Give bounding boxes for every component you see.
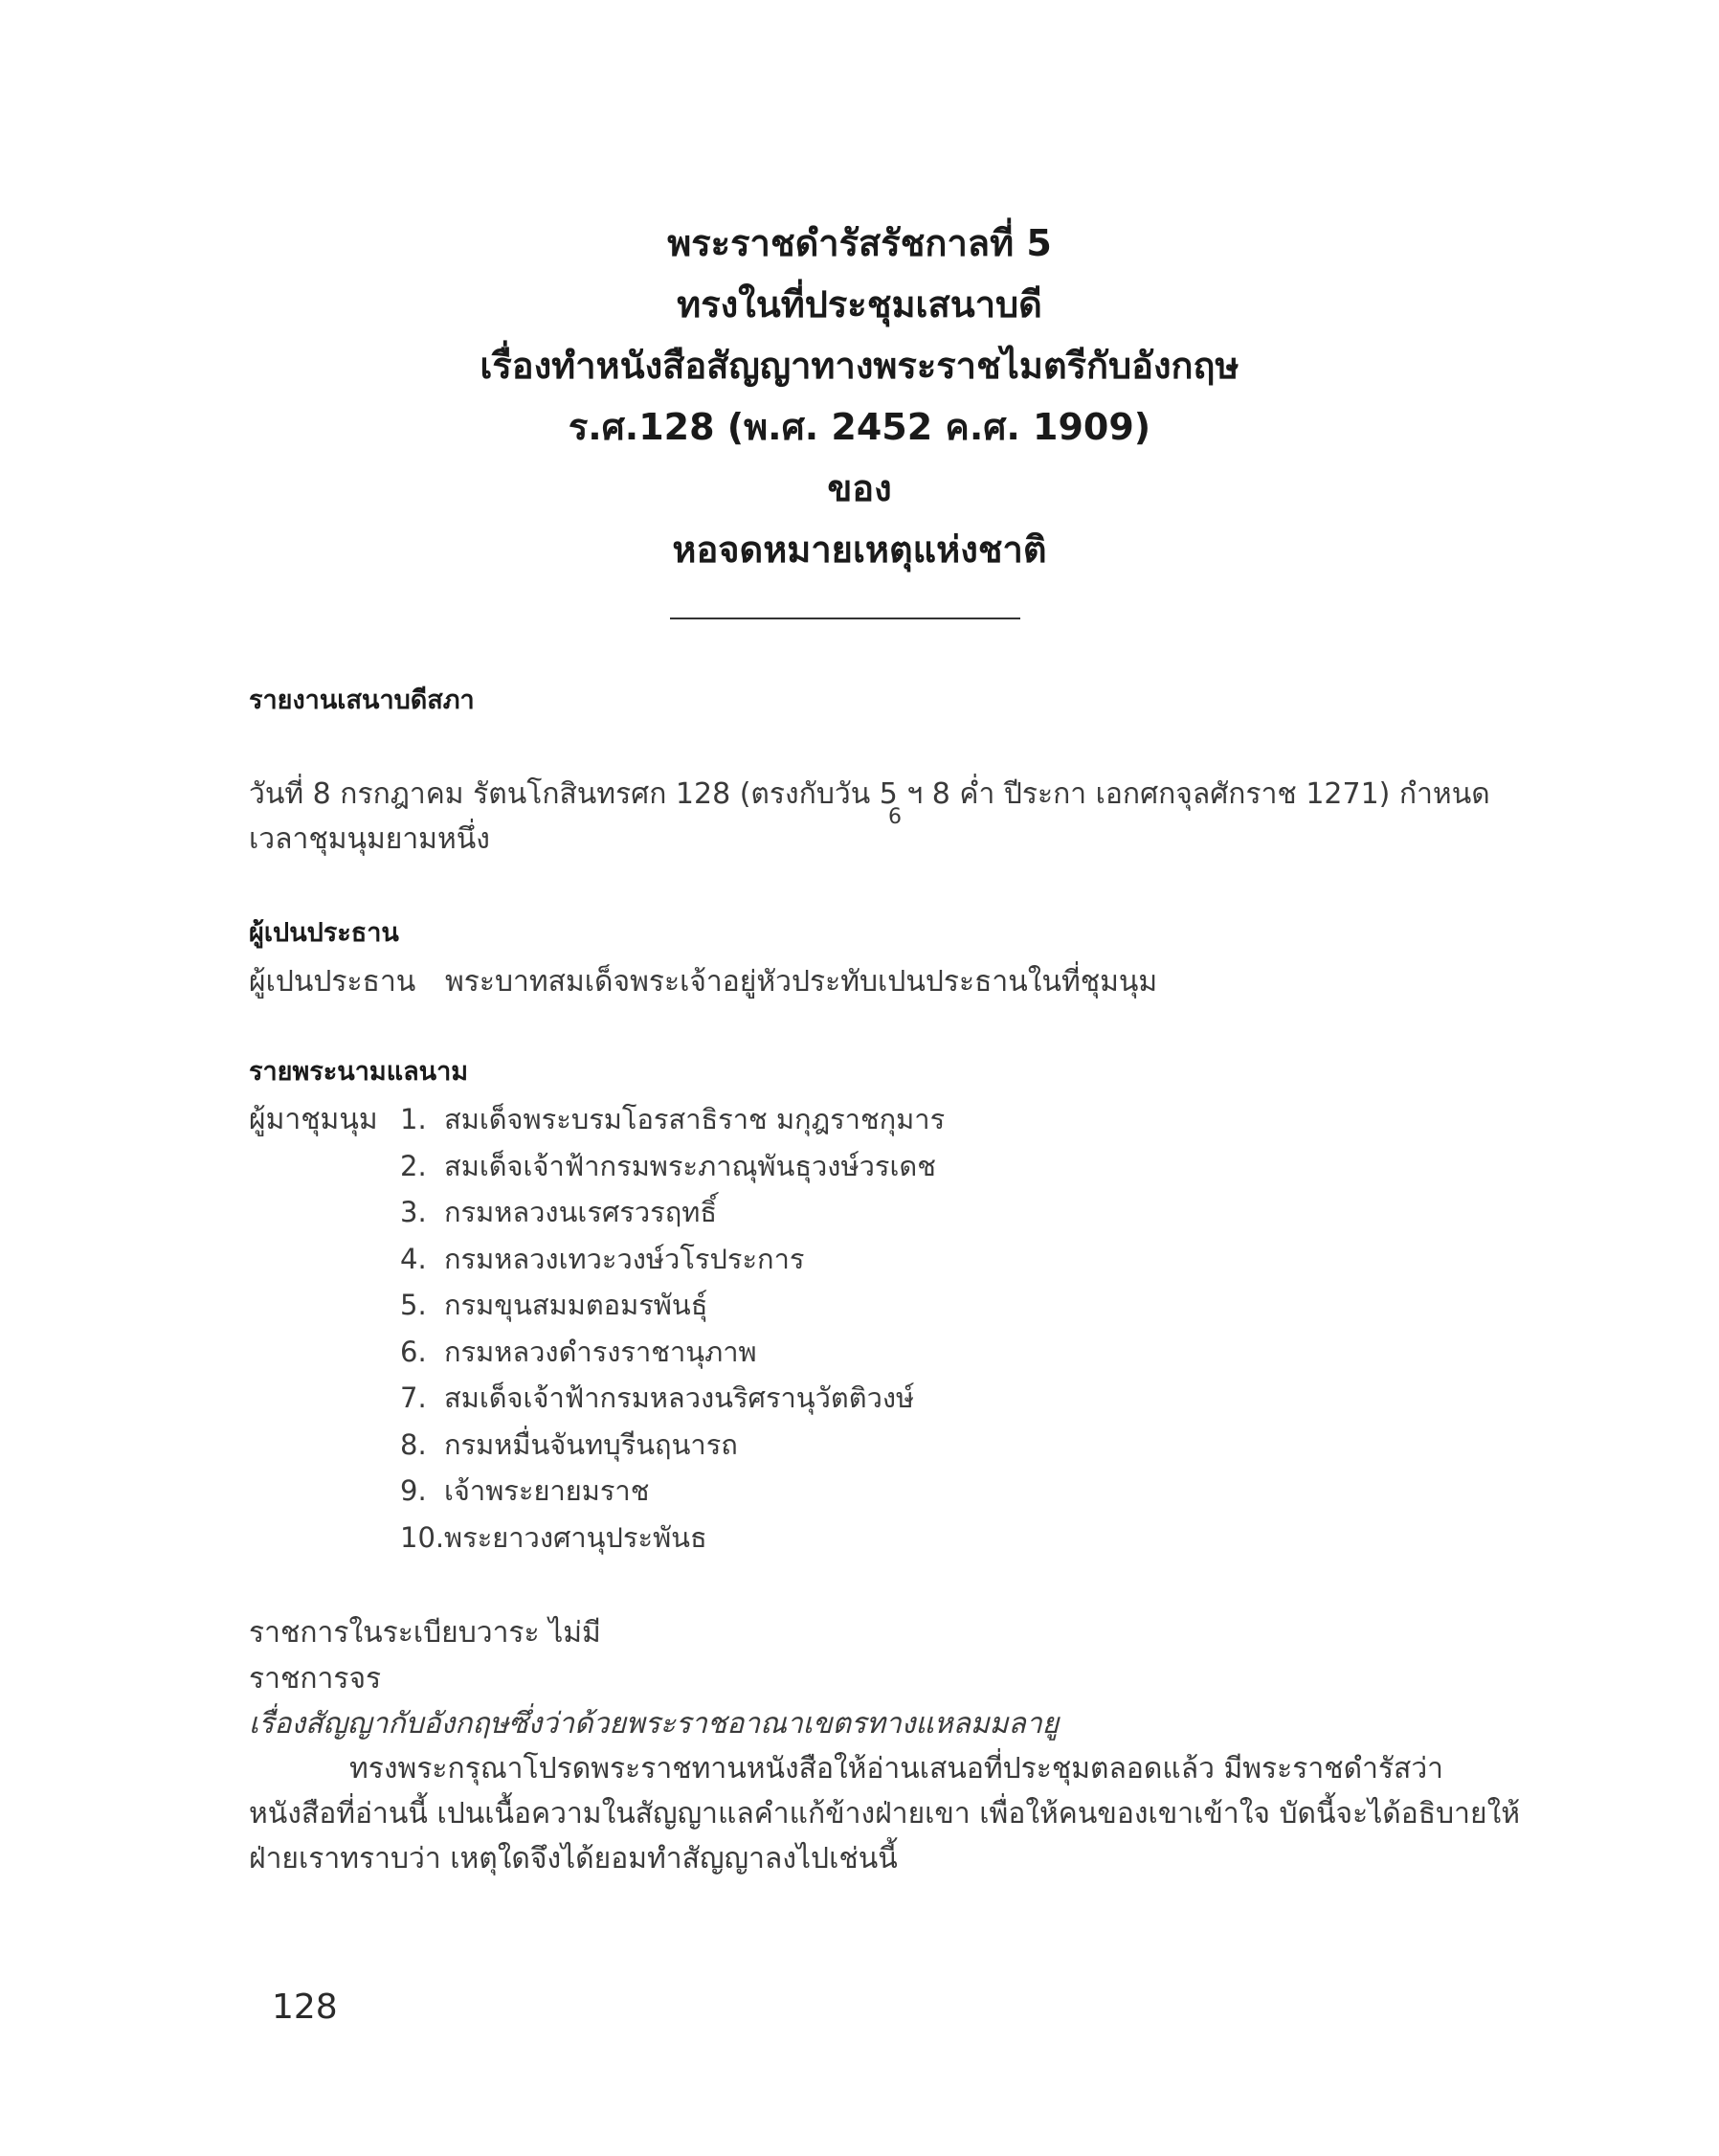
list-item	[400, 1375, 945, 1422]
page-number: 128	[272, 1988, 338, 2027]
agenda-paragraph-line-1: ทรงพระกรุณาโปรดพระราชทานหนังสือให้อ่านเสนอที่ประชุมตลอดแล้ว มีพระราชดำรัสว่า	[349, 1752, 1444, 1785]
list-item	[400, 1096, 945, 1143]
list-item	[400, 1422, 945, 1469]
list-item	[400, 1468, 945, 1515]
list-item-number: 1.	[400, 1103, 427, 1135]
list-item-name: กรมหลวงดำรงราชานุภาพ	[444, 1335, 757, 1368]
list-item-name: กรมขุนสมมตอมรพันธุ์	[444, 1289, 708, 1321]
list-item-number: 6.	[400, 1335, 427, 1368]
list-item-name: พระยาวงศานุประพันธ	[444, 1520, 707, 1554]
title-line-3: เรื่องทำหนังสือสัญญาทางพระราชไมตรีกับอังกฤษ	[480, 345, 1239, 387]
list-item-name: กรมหลวงนเรศรวรฤทธิ์	[444, 1196, 718, 1228]
agenda-topic: เรื่องสัญญากับอังกฤษซึ่งว่าด้วยพระราชอาณาเขตรทางแหลมมลายู	[249, 1707, 1060, 1741]
list-item-name: กรมหมื่นจันทบุรีนฤนารถ	[444, 1427, 738, 1461]
attendees-list	[400, 1096, 945, 1561]
title-line-4: ร.ศ.128 (พ.ศ. 2452 ค.ศ. 1909)	[568, 406, 1151, 448]
agenda-irregular: ราชการจร	[249, 1662, 382, 1696]
chair-label: ผู้เปนประธาน	[249, 965, 416, 999]
list-item-name: สมเด็จเจ้าฟ้ากรมพระภาณุพันธุวงษ์วรเดช	[444, 1149, 936, 1182]
list-item-name: สมเด็จเจ้าฟ้ากรมหลวงนริศรานุวัตติวงษ์	[444, 1381, 915, 1414]
list-item-name: สมเด็จพระบรมโอรสาธิราช มกุฎราชกุมาร	[444, 1103, 946, 1135]
report-date-line-2: เวลาชุมนุมยามหนึ่ง	[249, 822, 490, 856]
attendees-label: ผู้มาชุมนุม	[249, 1103, 378, 1136]
list-item	[400, 1189, 945, 1236]
list-item-number: 4.	[400, 1242, 427, 1275]
title-line-1: พระราชดำรัสรัชกาลที่ 5	[667, 222, 1052, 264]
title-line-5: ของ	[827, 467, 892, 509]
list-item	[400, 1329, 945, 1376]
list-item-number: 2.	[400, 1149, 427, 1182]
list-item-number: 8.	[400, 1427, 427, 1461]
list-item-number: 5.	[400, 1289, 427, 1321]
list-item-number: 7.	[400, 1381, 427, 1414]
list-item-name: เจ้าพระยายมราช	[444, 1474, 650, 1507]
chair-heading: ผู้เปนประธาน	[249, 918, 399, 948]
list-item	[400, 1282, 945, 1329]
list-item	[400, 1236, 945, 1283]
list-item	[400, 1515, 945, 1561]
report-date-subscript: 6	[888, 805, 902, 829]
title-line-2: ทรงในที่ประชุมเสนาบดี	[677, 283, 1042, 326]
chair-value: พระบาทสมเด็จพระเจ้าอยู่หัวประทับเปนประธานในที่ชุมนุม	[445, 965, 1158, 999]
agenda-regular: ราชการในระเบียบวาระ ไม่มี	[249, 1616, 601, 1650]
list-item	[400, 1143, 945, 1190]
list-item-number: 3.	[400, 1196, 427, 1228]
attendees-heading: รายพระนามแลนาม	[249, 1057, 469, 1087]
list-item-name: กรมหลวงเทวะวงษ์วโรประการ	[444, 1242, 805, 1275]
title-line-6: หอจดหมายเหตุแห่งชาติ	[672, 528, 1047, 571]
report-date-line: วันที่ 8 กรกฎาคม รัตนโกสินทรศก 128 (ตรงกับวัน 5 ฯ 8 ค่ำ ปีระกา เอกศกจุลศักราช 1271) กำหนด	[249, 777, 1490, 811]
title-divider	[670, 618, 1020, 619]
agenda-paragraph-line-2: หนังสือที่อ่านนี้ เปนเนื้อความในสัญญาแลคำแก้ข้างฝ่ายเขา เพื่อให้คนของเขาเข้าใจ บัดนี้จะได้อธิบายให้	[249, 1797, 1520, 1830]
agenda-paragraph-line-3: ฝ่ายเราทราบว่า เหตุใดจึงได้ยอมทำสัญญาลงไปเช่นนี้	[249, 1842, 898, 1875]
list-item-number: 9.	[400, 1474, 427, 1507]
list-item-number: 10.	[400, 1520, 445, 1554]
document-title	[0, 213, 1719, 580]
report-heading: รายงานเสนาบดีสภา	[249, 685, 475, 715]
